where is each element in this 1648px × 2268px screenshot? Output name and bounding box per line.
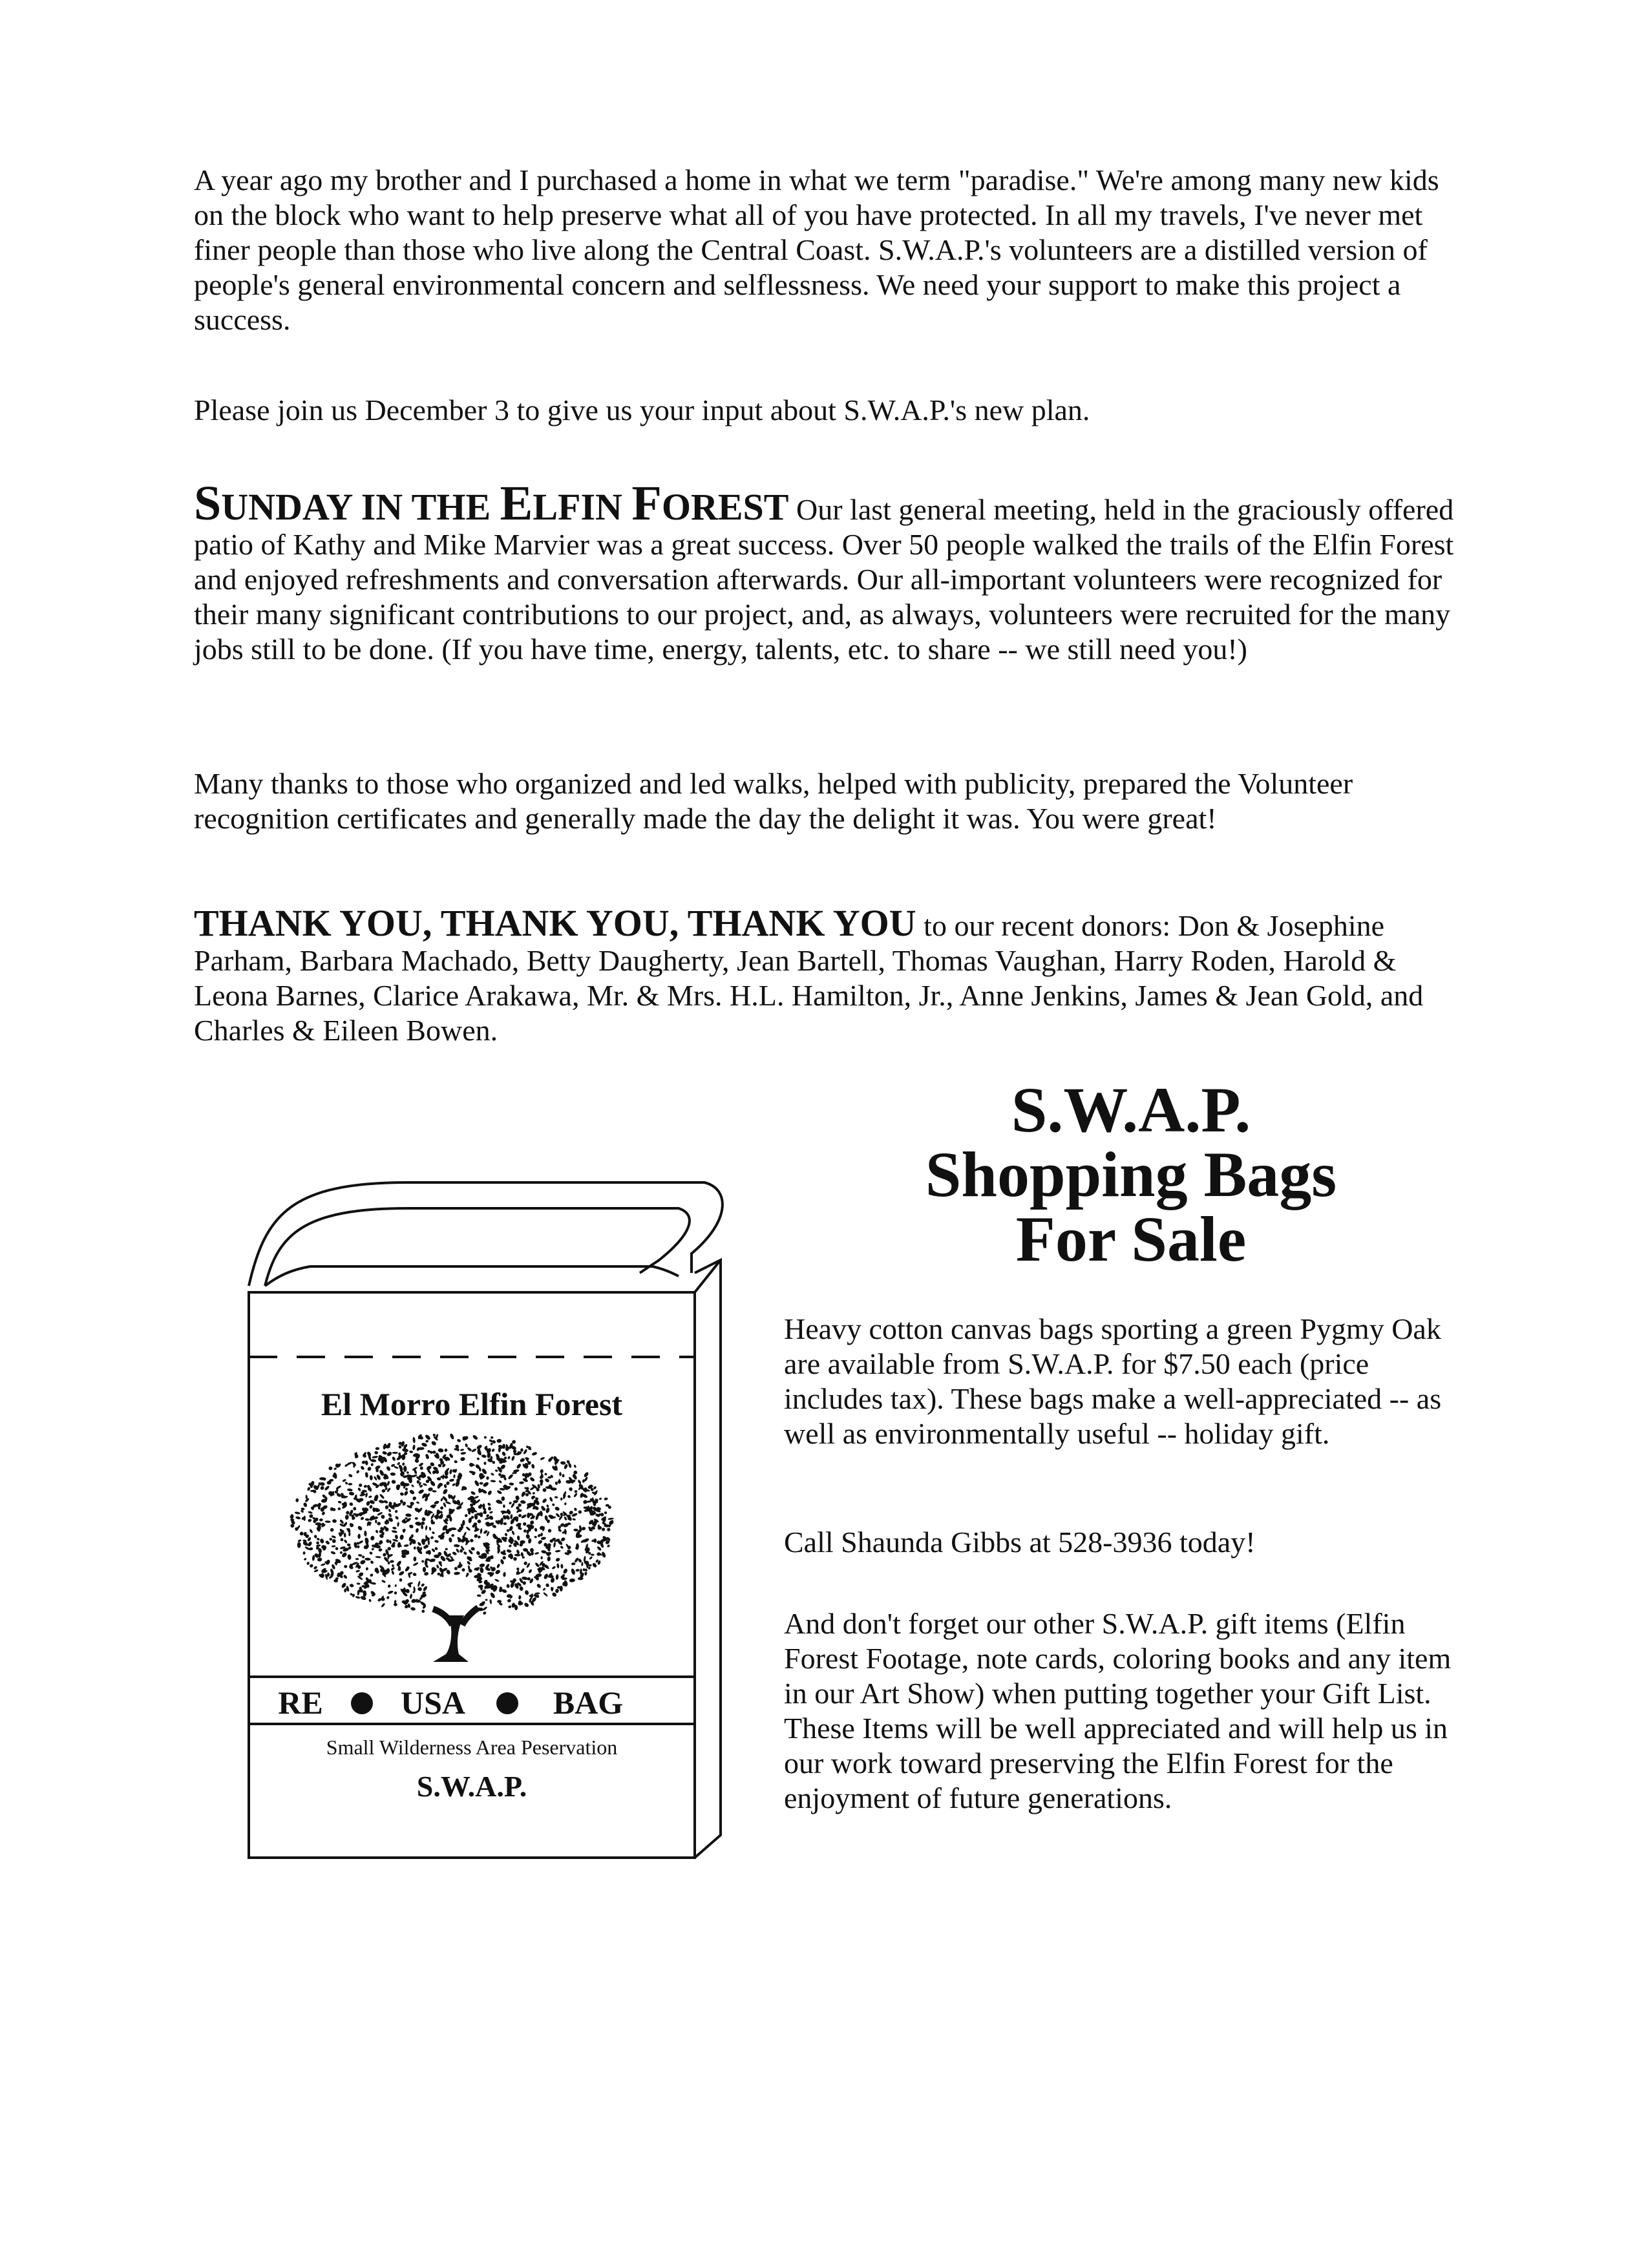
- meeting-invitation: Please join us December 3 to give us your input about S.W.A.P.'s new plan.: [194, 394, 1090, 426]
- shopping-bag-illustration: [239, 1163, 730, 1874]
- donors-heading: THANK YOU, THANK YOU, THANK YOU: [194, 902, 916, 944]
- oak-tree-icon: [290, 1433, 615, 1662]
- bullet-icon: [496, 1692, 518, 1714]
- bag-re-label: RE: [278, 1685, 323, 1721]
- sale-title-line1: S.W.A.P.: [1011, 1074, 1251, 1146]
- bag-usa-label: USA: [400, 1685, 466, 1721]
- bag-abbreviation: S.W.A.P.: [416, 1770, 527, 1803]
- sunday-section: [194, 476, 1461, 667]
- sunday-heading: SUNDAY IN THE ELFIN FOREST: [194, 476, 789, 530]
- sale-title-line2: Shopping Bags: [925, 1139, 1337, 1210]
- sale-title: [840, 1074, 1422, 1275]
- bag-bag-label: BAG: [553, 1685, 624, 1721]
- sale-title-line3: For Sale: [1015, 1203, 1247, 1275]
- sunday-text: Our last general meeting, held in the graciously offered patio of Kathy and Mike Marvier was a great success. Over 50 people walked the trails of the Elfin Forest and enjoyed refreshments and conversation afterwards. Our all-important volunteers were recognized for their many significant contributions to our project, and, as always, volunteers were recruited for the many jobs still to be done. (If you have time, energy, talents, etc. to share -- we still need you!): [194, 493, 1454, 666]
- thanks-paragraph: Many thanks to those who organized and led walks, helped with publicity, prepared the Volunteer recognition certificates and generally made the day the delight it was. You were great!: [194, 767, 1353, 835]
- bullet-icon: [351, 1692, 373, 1714]
- bag-title: El Morro Elfin Forest: [321, 1386, 623, 1422]
- bag-org-name: Small Wilderness Area Peservation: [326, 1736, 618, 1759]
- intro-paragraph: A year ago my brother and I purchased a home in what we term "paradise." We're among many new kids on the block who want to help preserve what all of you have protected. In all my travels, I've never met finer people than those who live along the Central Coast. S.W.A.P.'s volunteers are a distilled version of people's general environmental concern and selflessness. We need your support to make this project a success.: [194, 163, 1439, 336]
- sale-description: Heavy cotton canvas bags sporting a green Pygmy Oak are available from S.W.A.P. for $7.50 each (price includes tax). These bags make a well-appreciated -- as well as environmentally useful -- holiday gift.: [784, 1312, 1442, 1450]
- donors-text: to our recent donors: Don & Josephine Parham, Barbara Machado, Betty Daugherty, Jean Bartell, Thomas Vaughan, Harry Roden, Harold & Leona Barnes, Clarice Arakawa, Mr. & Mrs. H.L. Hamilton, Jr., Anne Jenkins, James & Jean Gold, and Charles & Eileen Bowen.: [194, 909, 1424, 1047]
- sale-contact: Call Shaunda Gibbs at 528-3936 today!: [784, 1526, 1256, 1559]
- donors-section: [194, 902, 1461, 1048]
- other-gift-items: And don't forget our other S.W.A.P. gift items (Elfin Forest Footage, note cards, coloring books and any item in our Art Show) when putting together your Gift List. These Items will be well appreciated and will help us in our work toward preserving the Elfin Forest for the enjoyment of future generations.: [784, 1607, 1452, 1814]
